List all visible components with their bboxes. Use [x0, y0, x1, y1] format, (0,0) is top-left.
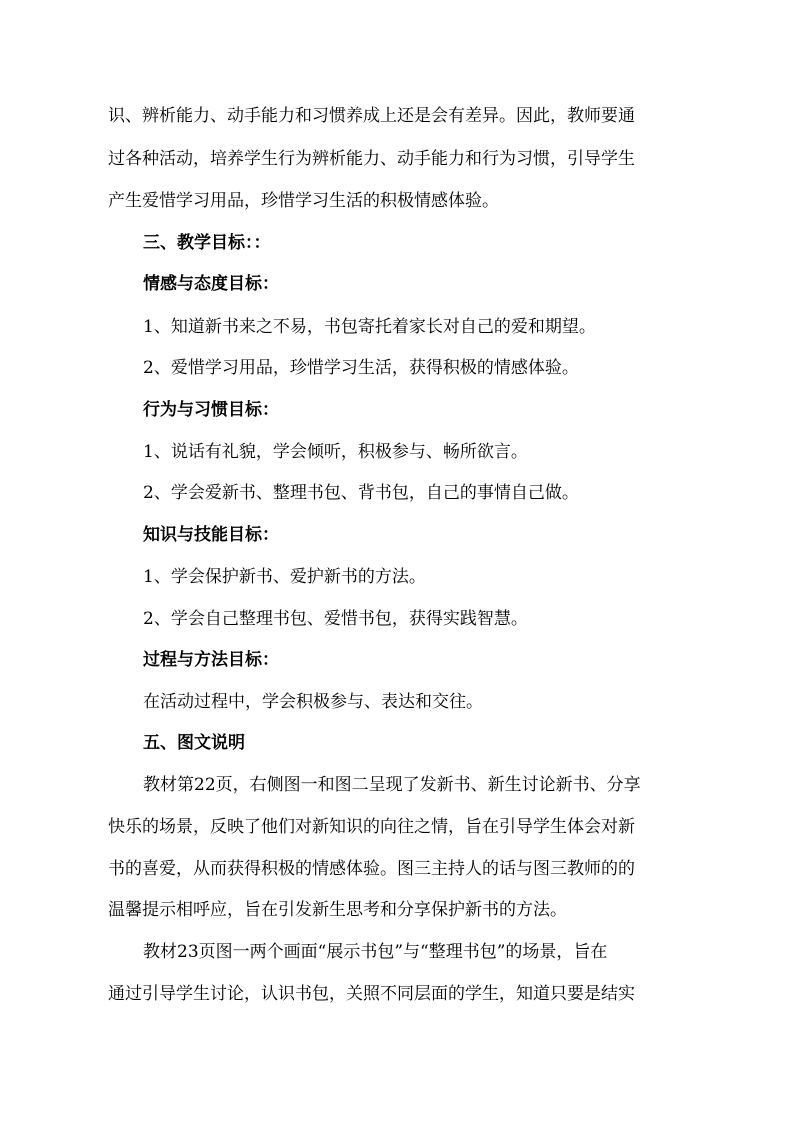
- paragraph-line: 过各种活动，培养学生行为辨析能力、动手能力和行为习惯，引导学生: [108, 149, 635, 169]
- list-item: 2、爱惜学习用品，珍惜学习生活，获得积极的情感体验。: [143, 358, 579, 378]
- list-item: 1、学会保护新书、爱护新书的方法。: [143, 567, 426, 587]
- subsection-heading: 过程与方法目标：: [143, 650, 279, 670]
- paragraph-line: 通过引导学生讨论，认识书包，关照不同层面的学生，知道只要是结实: [108, 984, 635, 1004]
- paragraph-line: 教材第22页，右侧图一和图二呈现了发新书、新生讨论新书、分享: [143, 775, 641, 795]
- list-item: 2、学会自己整理书包、爱惜书包，获得实践智慧。: [143, 609, 528, 629]
- paragraph-line: 书的喜爱，从而获得积极的情感体验。图三主持人的话与图三教师的的: [108, 859, 635, 879]
- section-heading: 五、图文说明: [143, 733, 245, 753]
- paragraph-line: 产生爱惜学习用品，珍惜学习生活的积极情感体验。: [108, 191, 499, 211]
- section-heading: 三、教学目标：：: [143, 233, 271, 253]
- list-item: 1、知道新书来之不易，书包寄托着家长对自己的爱和期望。: [143, 317, 596, 337]
- subsection-heading: 知识与技能目标：: [143, 525, 279, 545]
- paragraph-line: 识、辨析能力、动手能力和习惯养成上还是会有差异。因此，教师要通: [108, 106, 635, 126]
- list-item: 1、说话有礼貌，学会倾听，积极参与、畅所欲言。: [143, 442, 528, 462]
- paragraph-line: 快乐的场景，反映了他们对新知识的向往之情，旨在引导学生体会对新: [108, 817, 635, 837]
- paragraph-line: 教材23页图一两个画面“展示书包”与“整理书包”的场景，旨在: [143, 942, 608, 962]
- list-item: 2、学会爱新书、整理书包、背书包，自己的事情自己做。: [143, 483, 579, 503]
- paragraph-line: 温馨提示相呼应，旨在引发新生思考和分享保护新书的方法。: [108, 900, 567, 920]
- paragraph-line: 在活动过程中，学会积极参与、表达和交往。: [143, 692, 483, 712]
- subsection-heading: 行为与习惯目标：: [143, 400, 279, 420]
- subsection-heading: 情感与态度目标：: [143, 274, 279, 294]
